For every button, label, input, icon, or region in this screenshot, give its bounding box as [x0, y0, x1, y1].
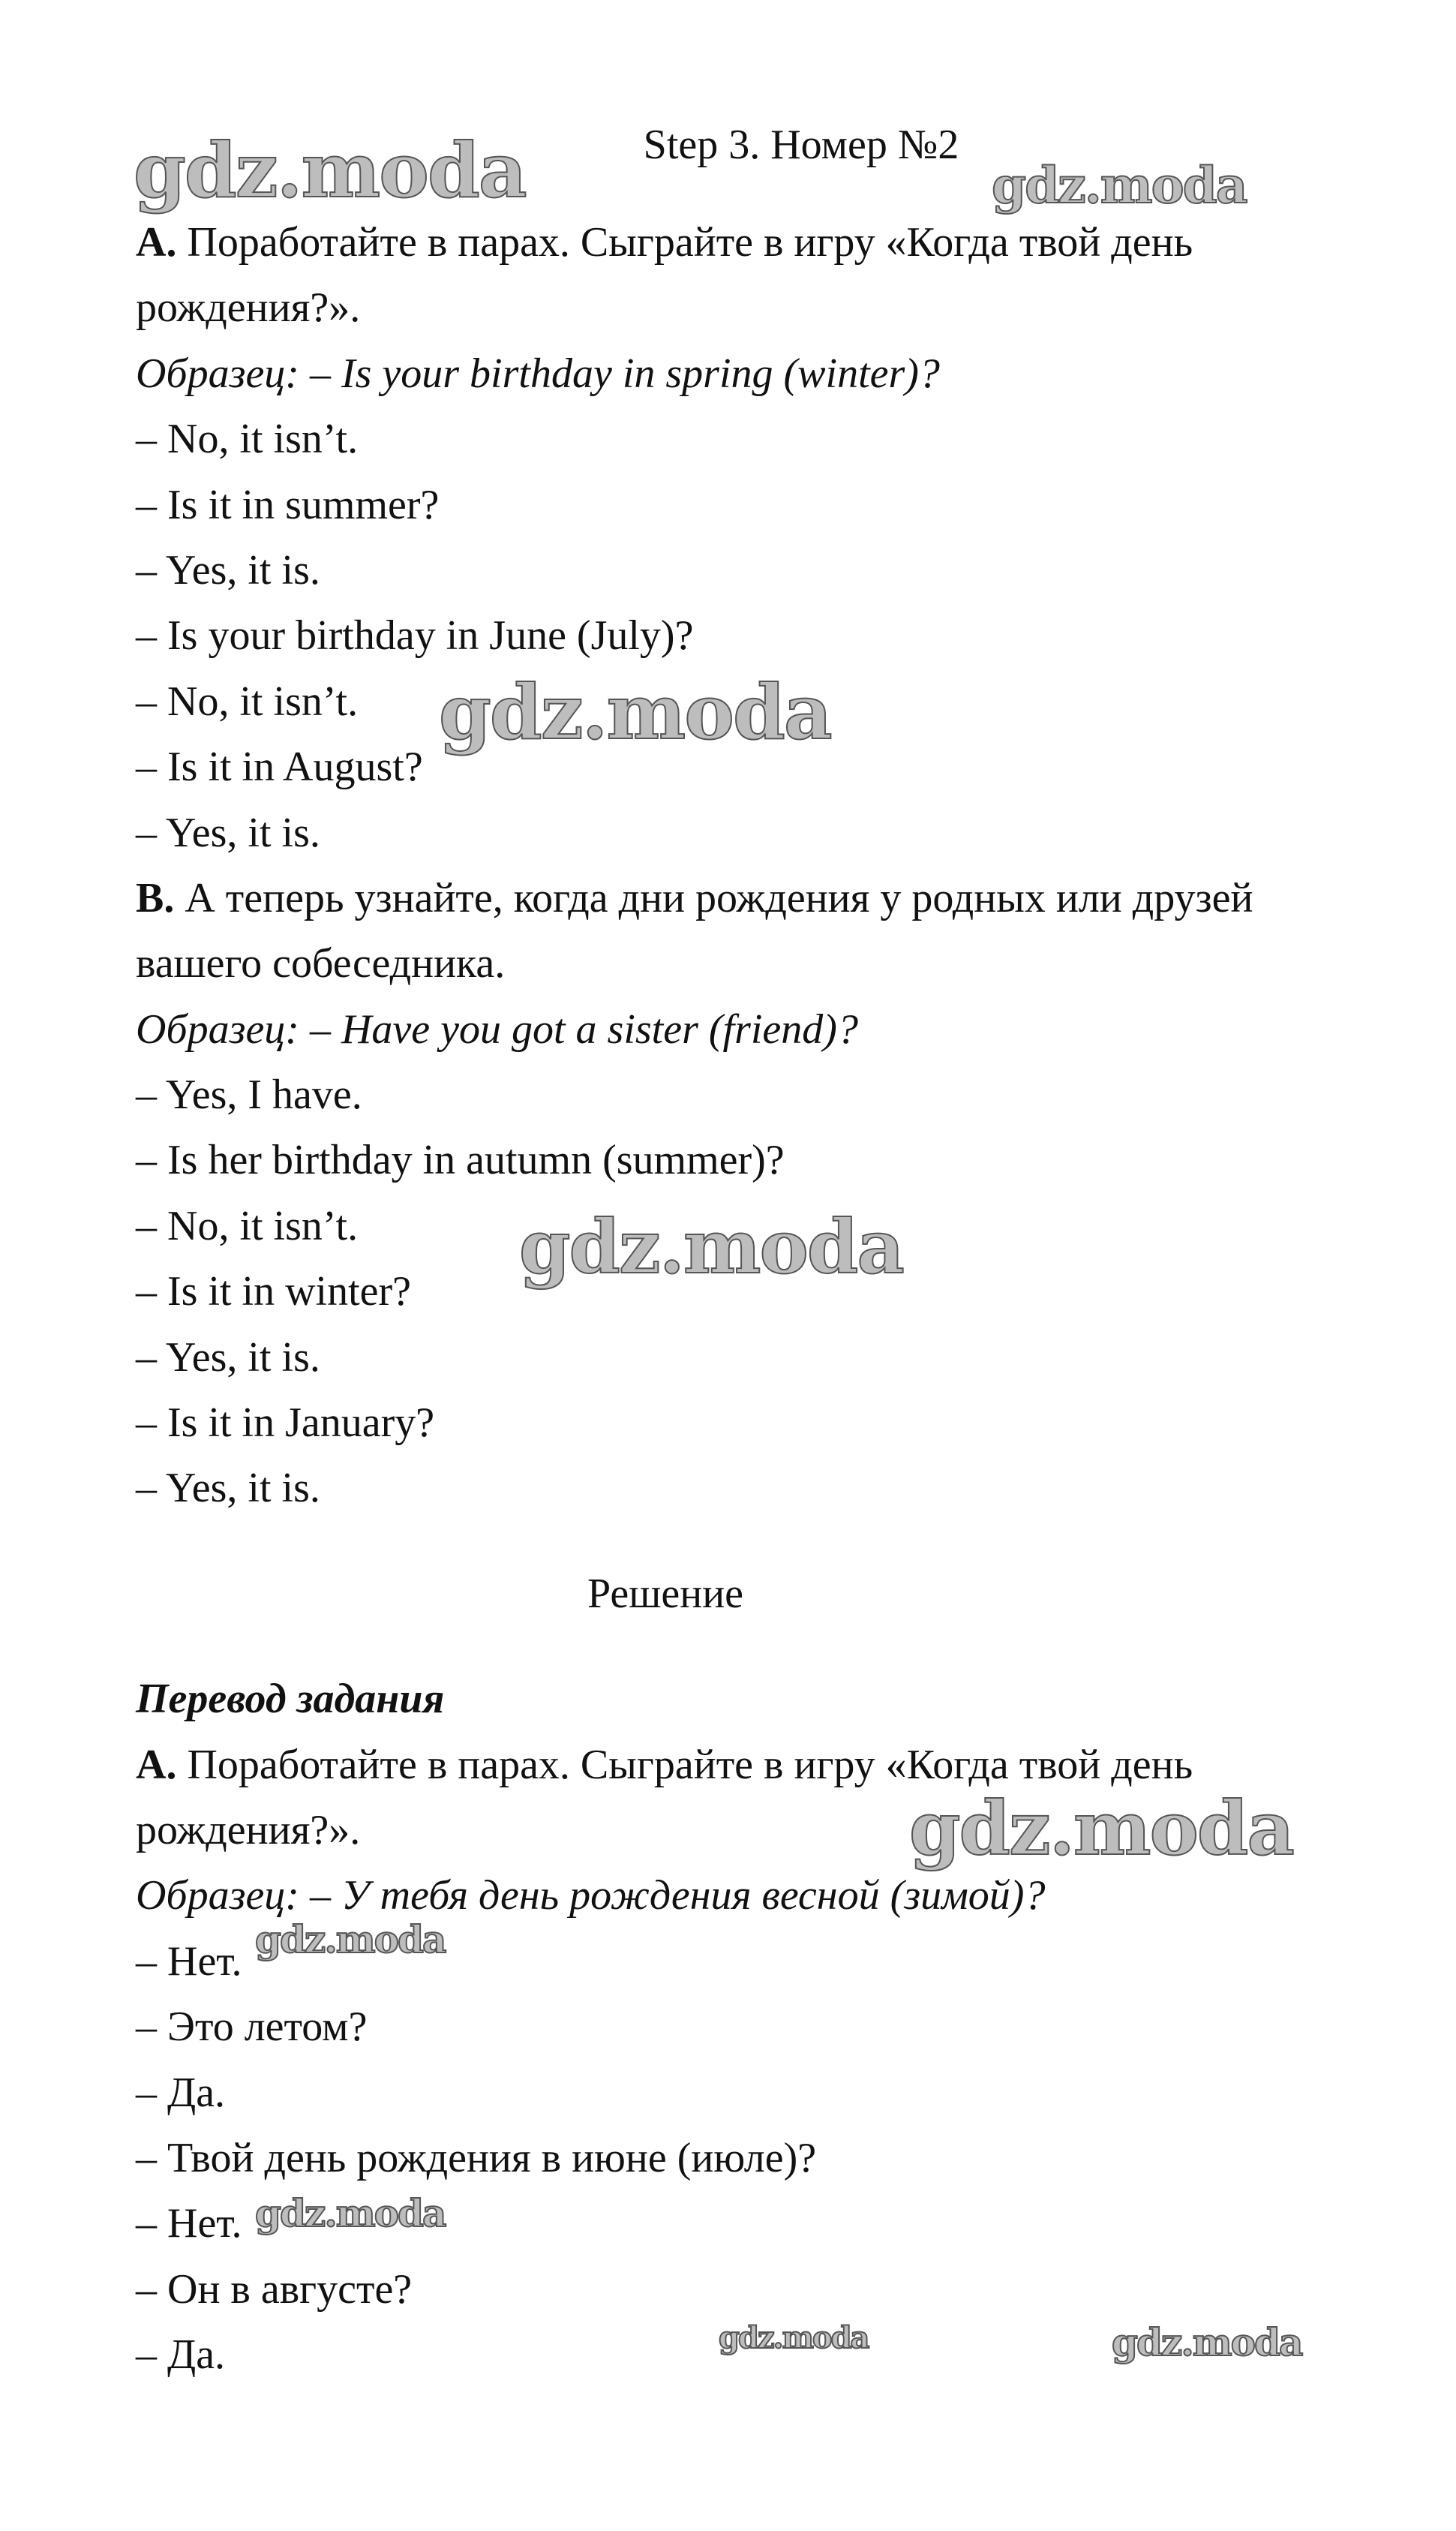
- watermark: gdz.moda: [255, 2191, 446, 2235]
- page-title: Step 3. Номер №2: [643, 122, 959, 168]
- line-text: – No, it isn’t.: [136, 1202, 359, 1249]
- line-text: – Yes, I have.: [136, 1072, 362, 1119]
- line-text: – No, it isn’t.: [136, 416, 359, 463]
- line-text: – No, it isn’t.: [136, 678, 359, 725]
- line-text: – Это летом?: [136, 2003, 368, 2051]
- section-label: B.: [136, 874, 175, 921]
- watermark: gdz.moda: [1112, 2320, 1302, 2364]
- watermark: gdz.moda: [255, 1917, 446, 1961]
- example-text: Образец: – Is your birthday in spring (winter)?: [136, 350, 940, 397]
- text-line: [136, 603, 1411, 669]
- text-line: [136, 473, 1411, 538]
- line-text: – Yes, it is.: [136, 809, 320, 856]
- line-text: – Is your birthday in June (July)?: [136, 612, 694, 660]
- line-text: вашего собеседника.: [136, 940, 506, 987]
- text-line: [136, 866, 1411, 931]
- text-line: [136, 2257, 1411, 2322]
- line-text: А теперь узнайте, когда дни рождения у родных или друзей: [174, 874, 1253, 921]
- line-text: – Твой день рождения в июне (июле)?: [136, 2134, 817, 2181]
- line-text: – Да.: [136, 2331, 226, 2379]
- line-text: – Yes, it is.: [136, 1465, 320, 1512]
- translation-heading: Перевод задания: [136, 1676, 445, 1723]
- text-line: [136, 997, 1411, 1063]
- section-label: A.: [136, 219, 177, 266]
- line-text: Поработайте в парах. Сыграйте в игру «Когда твой день: [176, 219, 1193, 266]
- document-body: [136, 210, 1411, 2388]
- task-text: [136, 210, 1411, 1522]
- watermark: gdz.moda: [519, 1204, 903, 1291]
- example-text: Образец: – Have you got a sister (friend)?: [136, 1005, 858, 1053]
- text-line: [136, 2126, 1411, 2191]
- text-line: [136, 1325, 1411, 1390]
- section-label: A.: [136, 1741, 177, 1788]
- line-text: – Yes, it is.: [136, 1333, 320, 1381]
- solution-label: Решение: [587, 1570, 744, 1617]
- text-line: [136, 801, 1411, 866]
- text-line: [136, 931, 1411, 996]
- text-line: [136, 1063, 1411, 1128]
- text-line: [136, 1456, 1411, 1521]
- watermark: gdz.moda: [992, 156, 1247, 215]
- line-text: Поработайте в парах. Сыграйте в игру «Когда твой день: [176, 1741, 1193, 1788]
- watermark: gdz.moda: [719, 2320, 869, 2355]
- text-line: [136, 407, 1411, 472]
- watermark: gdz.moda: [134, 126, 526, 215]
- text-line: [136, 538, 1411, 603]
- example-text: Образец: – У тебя день рождения весной (зимой)?: [136, 1872, 1046, 1919]
- text-line: [136, 1128, 1411, 1193]
- line-text: рождения?».: [136, 1806, 361, 1853]
- line-text: – Yes, it is.: [136, 546, 320, 594]
- line-text: – Он в августе?: [136, 2265, 413, 2313]
- text-line: [136, 210, 1411, 275]
- line-text: – Is it in August?: [136, 744, 423, 791]
- text-line: [136, 1390, 1411, 1456]
- text-line: [136, 2061, 1411, 2126]
- line-text: – Is it in winter?: [136, 1268, 412, 1315]
- text-line: [136, 1994, 1411, 2060]
- text-line: [136, 341, 1411, 407]
- line-text: – Is it in January?: [136, 1399, 435, 1447]
- line-text: – Да.: [136, 2069, 226, 2116]
- watermark: gdz.moda: [439, 668, 831, 756]
- line-text: – Нет.: [136, 2200, 242, 2247]
- watermark: gdz.moda: [909, 1786, 1293, 1872]
- text-line: [136, 275, 1411, 341]
- line-text: – Нет.: [136, 1937, 242, 1985]
- line-text: – Is it in summer?: [136, 481, 440, 528]
- line-text: – Is her birthday in autumn (summer)?: [136, 1137, 785, 1184]
- line-text: рождения?».: [136, 284, 361, 332]
